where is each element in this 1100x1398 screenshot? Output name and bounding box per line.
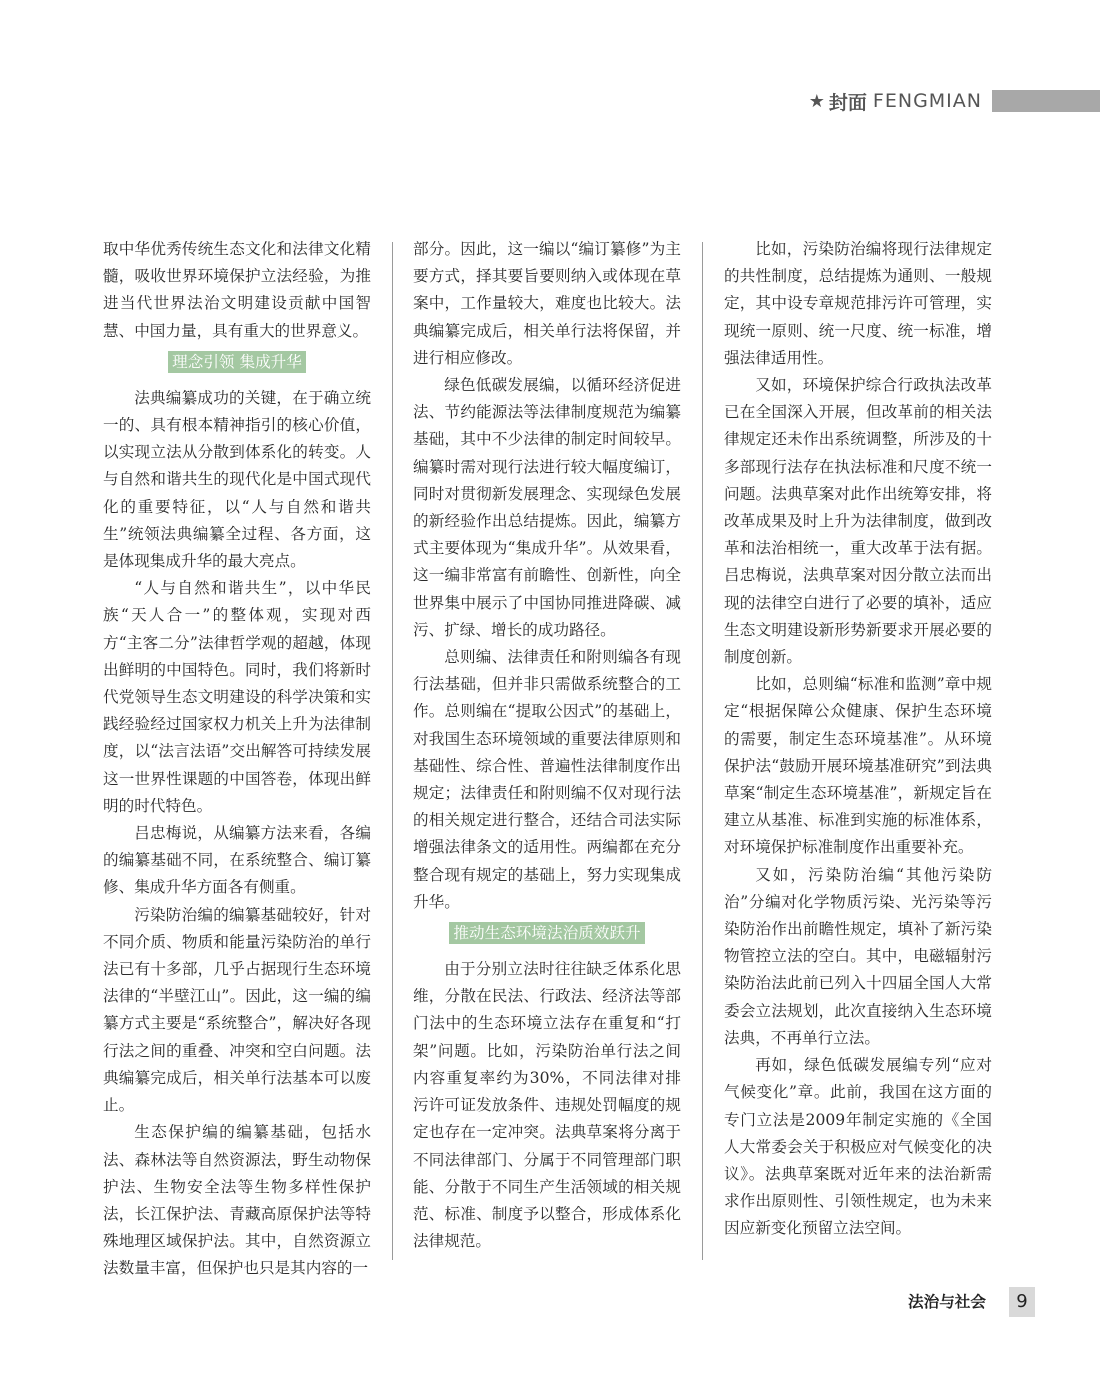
paragraph: 生态保护编的编纂基础，包括水法、森林法等自然资源法，野生动物保护法、生物安全法等生物多样性保护法，长江保护法、青藏高原保护法等特殊地理区域保护法。其中，自然资源立法数量丰富，但保护也只是其内容的一 xyxy=(103,1123,371,1278)
header-bar xyxy=(992,90,1100,112)
article-column-2 xyxy=(413,236,681,1255)
column-divider xyxy=(392,242,393,1260)
paragraph: 由于分别立法时往往缺乏体系化思维，分散在民法、行政法、经济法等部门法中的生态环境立法存在重复和“打架”问题。比如，污染防治单行法之间内容重复率约为30%，不同法律对排污许可证发放条件、违规处罚幅度的规定也存在一定冲突。法典草案将分离于不同法律部门、分属于不同管理部门职能、分散于不同生产生活领域的相关规范、标准、制度予以整合，形成体系化法律规范。 xyxy=(413,960,681,1251)
magazine-name: 法治与社会 xyxy=(908,1293,986,1311)
paragraph: 总则编、法律责任和附则编各有现行法基础，但并非只需做系统整合的工作。总则编在“提取公因式”的基础上，对我国生态环境领域的重要法律原则和基础性、综合性、普遍性法律制度作出规定；法律责任和附则编不仅对现行法的相关规定进行整合，还结合司法实际增强法律条文的适用性。两编都在充分整合现有规定的基础上，努力实现集成升华。 xyxy=(413,648,681,911)
section-title-en: FENGMIAN xyxy=(872,90,982,112)
paragraph: 再如，绿色低碳发展编专列“应对气候变化”章。此前，我国在这方面的专门立法是2009年制定实施的《全国人大常委会关于积极应对气候变化的决议》。法典草案既对近年来的法治新需求作出原则性、引领性规定，也为未来因应新变化预留立法空间。 xyxy=(724,1056,992,1238)
paragraph: 又如，污染防治编“其他污染防治”分编对化学物质污染、光污染等污染防治作出前瞻性规定，填补了新污染物管控立法的空白。其中，电磁辐射污染防治法此前已列入十四届全国人大常委会立法规划，此次直接纳入生态环境法典，不再单行立法。 xyxy=(724,865,992,1047)
paragraph: 吕忠梅说，从编纂方法来看，各编的编纂基础不同，在系统整合、编订纂修、集成升华方面各有侧重。 xyxy=(103,824,371,897)
star-icon: ★ xyxy=(808,90,825,112)
paragraph: 比如，总则编“标准和监测”章中规定“根据保障公众健康、保护生态环境的需要，制定生态环境基准”。从环境保护法“鼓励开展环境基准研究”到法典草案“制定生态环境基准”，新规定旨在建立从基准、标准到实施的标准体系，对环境保护标准制度作出重要补充。 xyxy=(724,675,992,857)
paragraph: 又如，环境保护综合行政执法改革已在全国深入开展，但改革前的相关法律规定还未作出系统调整，所涉及的十多部现行法存在执法标准和尺度不统一问题。法典草案对此作出统筹安排，将改革成果及时上升为法律制度，做到改革和法治相统一，重大改革于法有据。吕忠梅说，法典草案对因分散立法而出现的法律空白进行了必要的填补，适应生态文明建设新形势新要求开展必要的制度创新。 xyxy=(724,376,992,667)
subheading-1 xyxy=(103,349,371,376)
article-column-3 xyxy=(724,236,992,1243)
paragraph: 污染防治编的编纂基础较好，针对不同介质、物质和能量污染防治的单行法已有十多部，几乎占据现行生态环境法律的“半壁江山”。因此，这一编的编纂方式主要是“系统整合”，解决好各现行法之间的重叠、冲突和空白问题。法典编纂完成后，相关单行法基本可以废止。 xyxy=(103,905,371,1115)
paragraph: 比如，污染防治编将现行法律规定的共性制度，总结提炼为通则、一般规定，其中设专章规范排污许可管理，实现统一原则、统一尺度、统一标准，增强法律适用性。 xyxy=(724,240,992,367)
article-column-1 xyxy=(103,236,371,1283)
subheading-2 xyxy=(413,920,681,947)
section-title-cn: 封面 xyxy=(828,91,867,114)
subheading-text: 推动生态环境法治质效跃升 xyxy=(449,922,644,944)
section-label xyxy=(809,88,982,114)
paragraph: 法典编纂成功的关键，在于确立统一的、具有根本精神指引的核心价值，以实现立法从分散到体系化的转变。人与自然和谐共生的现代化是中国式现代化的重要特征，以“人与自然和谐共生”统领法典编纂全过程、各方面，这是体现集成升华的最大亮点。 xyxy=(103,388,371,571)
page-number: 9 xyxy=(1009,1287,1035,1317)
column-divider xyxy=(702,242,703,1260)
paragraph: 部分。因此，这一编以“编订纂修”为主要方式，择其要旨要则纳入或体现在草案中，工作量较大，难度也比较大。法典编纂完成后，相关单行法将保留，并进行相应修改。 xyxy=(413,240,681,367)
subheading-text: 理念引领 集成升华 xyxy=(168,351,306,373)
paragraph: “人与自然和谐共生”，以中华民族“天人合一”的整体观，实现对西方“主客二分”法律哲学观的超越，体现出鲜明的中国特色。同时，我们将新时代党领导生态文明建设的科学决策和实践经验经过国家权力机关上升为法律制度，以“法言法语”交出解答可持续发展这一世界性课题的中国答卷，体现出鲜明的时代特色。 xyxy=(103,579,371,815)
paragraph: 取中华优秀传统生态文化和法律文化精髓，吸收世界环境保护立法经验，为推进当代世界法治文明建设贡献中国智慧、中国力量，具有重大的世界意义。 xyxy=(103,240,371,340)
page-header xyxy=(0,86,1100,116)
paragraph: 绿色低碳发展编，以循环经济促进法、节约能源法等法律制度规范为编纂基础，其中不少法律的制定时间较早。编纂时需对现行法进行较大幅度编订，同时对贯彻新发展理念、实现绿色发展的新经验作出总结提炼。因此，编纂方式主要体现为“集成升华”。从效果看，这一编非常富有前瞻性、创新性，向全世界集中展示了中国协同推进降碳、减污、扩绿、增长的成功路径。 xyxy=(413,376,681,639)
